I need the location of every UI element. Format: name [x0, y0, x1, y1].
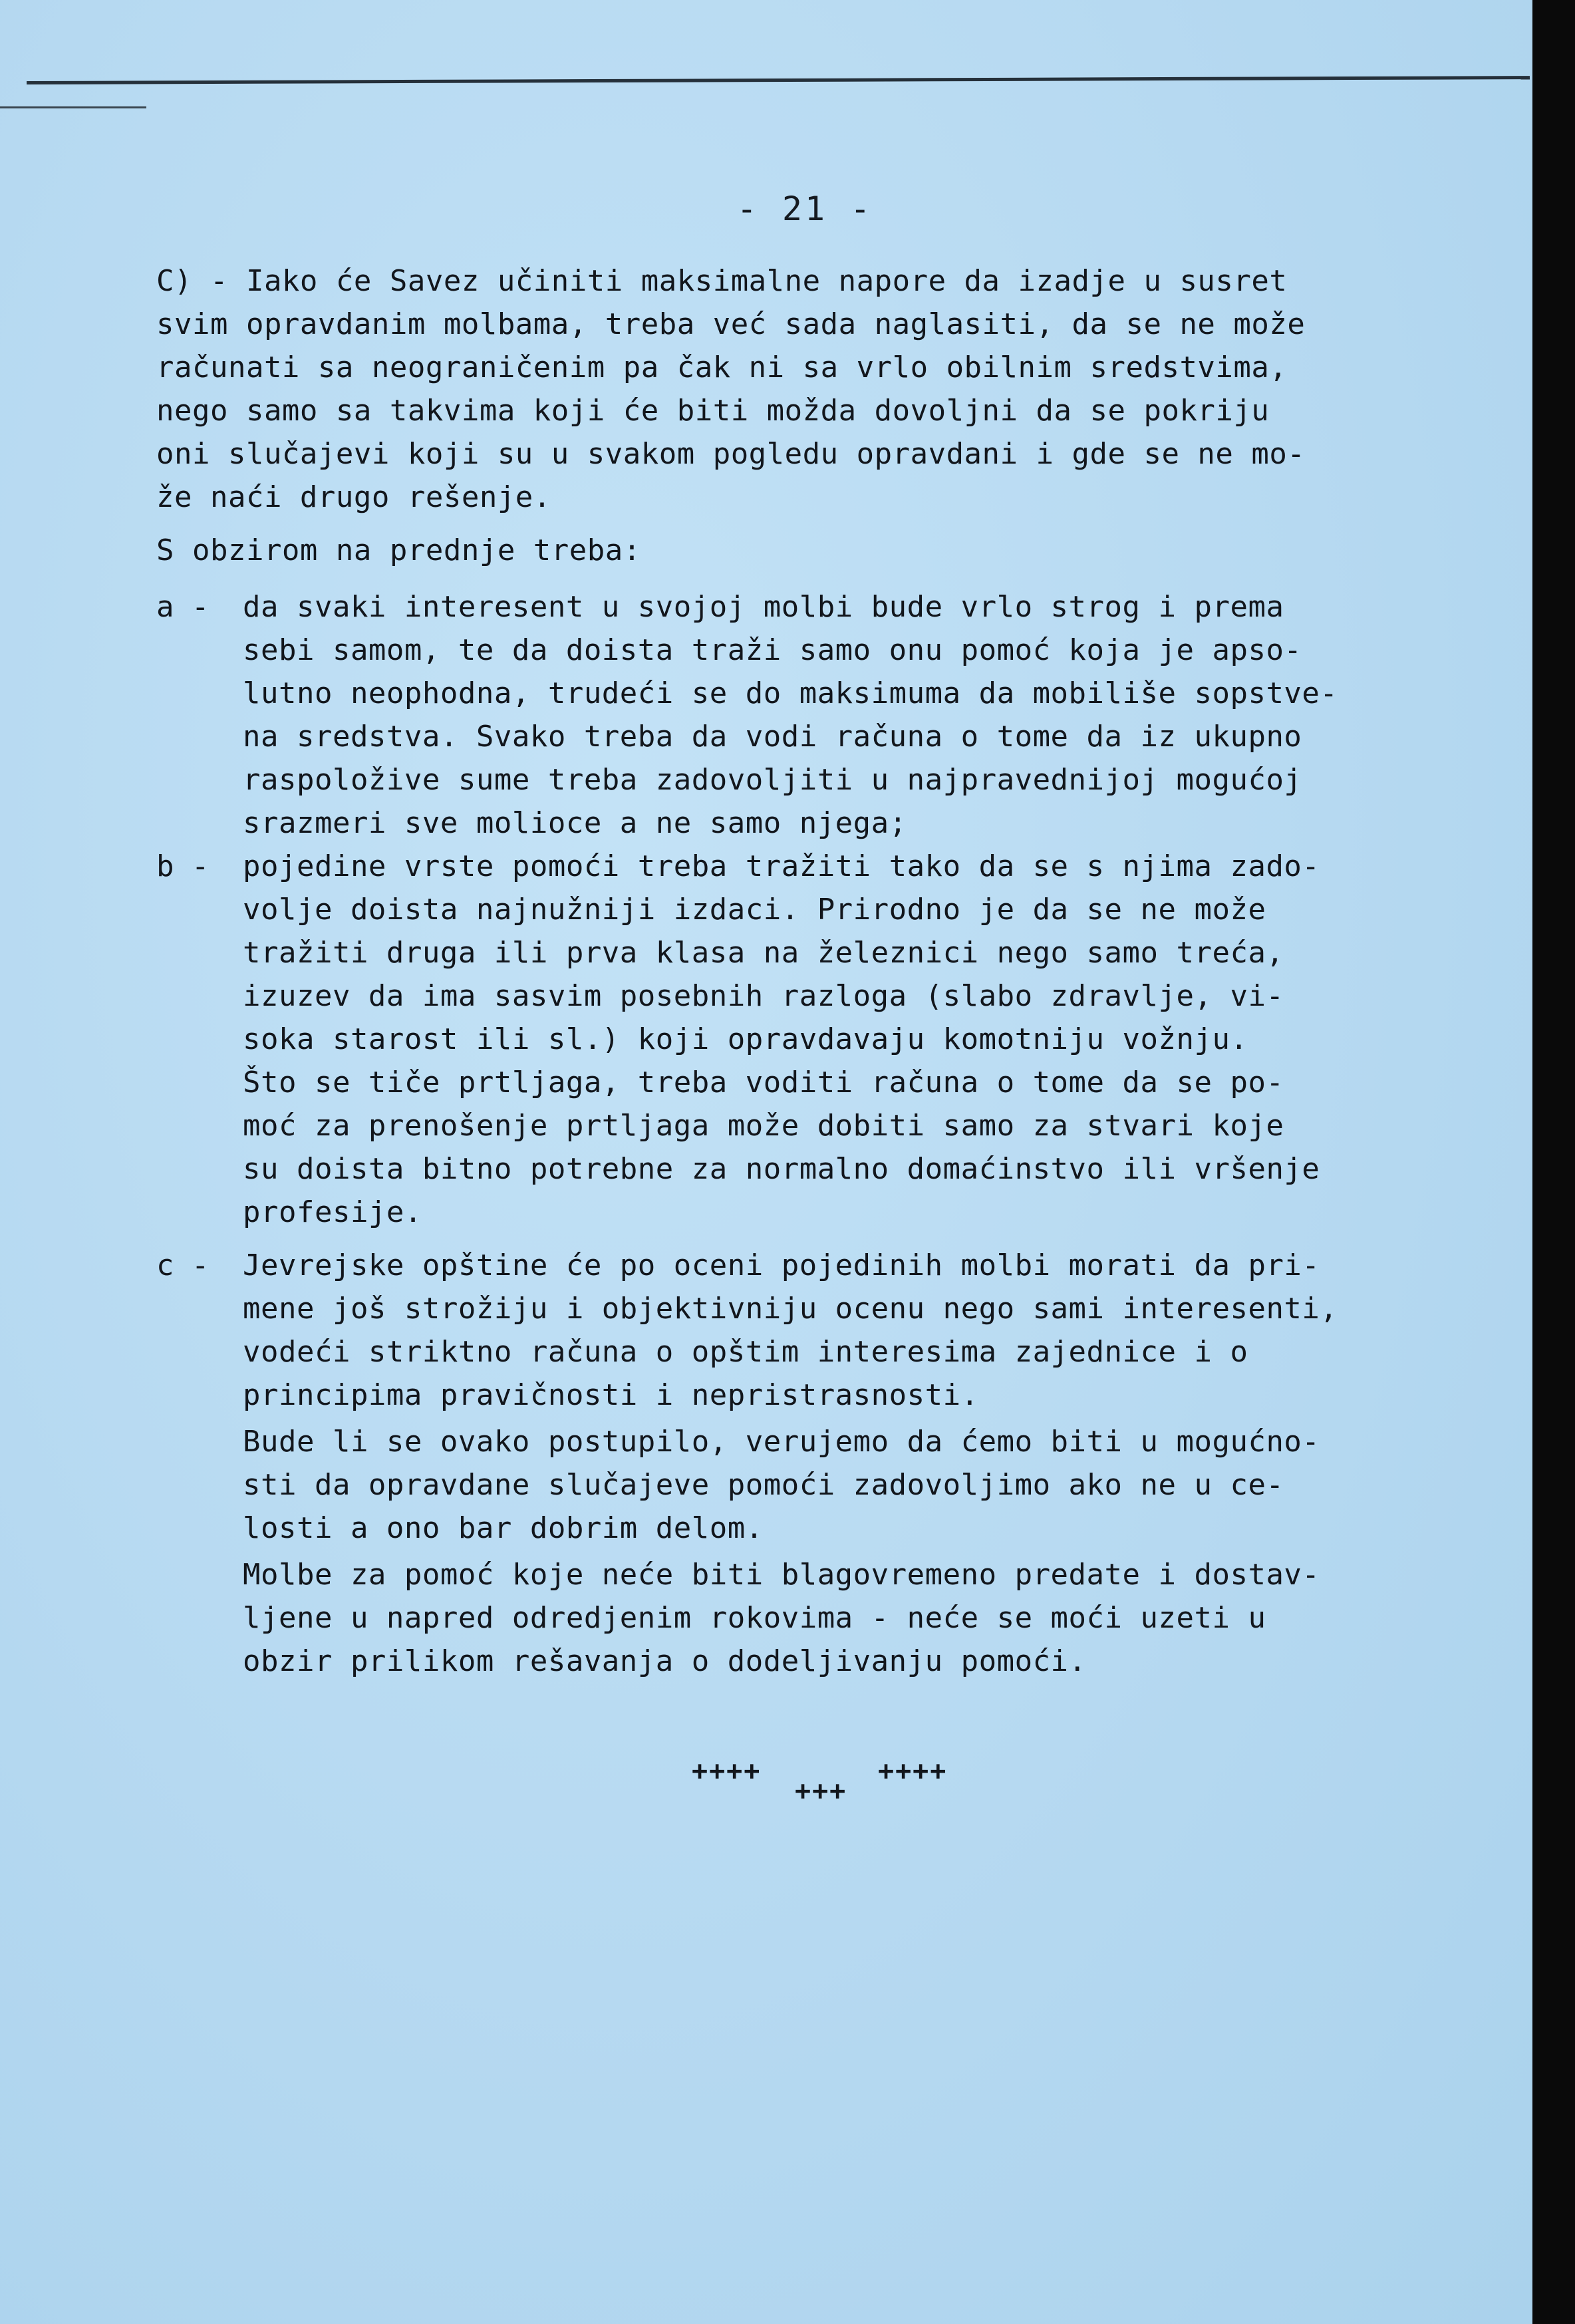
text-line: računati sa neograničenim pa čak ni sa vrlo obilnim sredstvima,: [156, 351, 1288, 384]
ornament-right: ++++: [878, 1756, 948, 1787]
intro-line: [156, 529, 641, 572]
item-a-paragraph: [243, 585, 1338, 845]
text-line: C) - Iako će Savez učiniti maksimalne napore da izadje u susret: [156, 264, 1288, 298]
text-line: losti a ono bar dobrim delom.: [243, 1511, 764, 1545]
text-line: su doista bitno potrebne za normalno domaćinstvo ili vršenje: [243, 1152, 1320, 1186]
text-line: da svaki interesent u svojoj molbi bude vrlo strog i prema: [243, 590, 1284, 624]
text-line: lutno neophodna, trudeći se do maksimuma da mobiliše sopstve-: [243, 676, 1338, 710]
ornament-middle: +++: [795, 1776, 847, 1807]
item-b-paragraph: [243, 845, 1320, 1061]
text-line: raspoložive sume treba zadovoljiti u najpravednijoj mogućoj: [243, 763, 1302, 797]
text-line: sebi samom, te da doista traži samo onu pomoć koja je apso-: [243, 633, 1302, 667]
text-line: Jevrejske opštine će po oceni pojedinih molbi morati da pri-: [243, 1248, 1320, 1282]
text-line: Bude li se ovako postupilo, verujemo da ćemo biti u mogućno-: [243, 1425, 1320, 1459]
text-line: na sredstva. Svako treba da vodi računa o tome da iz ukupno: [243, 720, 1302, 754]
text-line: Što se tiče prtljaga, treba voditi računa o tome da se po-: [243, 1066, 1284, 1099]
item-c-paragraph: [243, 1244, 1338, 1417]
text-line: srazmeri sve molioce a ne samo njega;: [243, 806, 907, 840]
text-line: Molbe za pomoć koje neće biti blagovremeno predate i dostav-: [243, 1558, 1320, 1592]
text-line: S obzirom na prednje treba:: [156, 533, 641, 567]
text-line: svim opravdanim molbama, treba već sada naglasiti, da se ne može: [156, 307, 1306, 341]
text-line: obzir prilikom rešavanja o dodeljivanju pomoći.: [243, 1644, 1087, 1678]
text-line: pojedine vrste pomoći treba tražiti tako da se s njima zado-: [243, 849, 1320, 883]
text-line: volje doista najnužniji izdaci. Prirodno je da se ne može: [243, 893, 1266, 927]
text-line: ljene u napred odredjenim rokovima - neće se moći uzeti u: [243, 1601, 1266, 1635]
item-c-third-paragraph: [243, 1553, 1320, 1683]
text-line: moć za prenošenje prtljaga može dobiti samo za stvari koje: [243, 1109, 1284, 1143]
item-b-marker: b -: [156, 849, 210, 883]
page-number: - 21 -: [736, 190, 873, 228]
text-line: oni slučajevi koji su u svakom pogledu opravdani i gde se ne mo-: [156, 437, 1306, 471]
text-line: principima pravičnosti i nepristrasnosti.: [243, 1378, 979, 1412]
section-c-paragraph: [156, 259, 1305, 519]
text-line: že naći drugo rešenje.: [156, 480, 551, 514]
item-a-marker: a -: [156, 590, 210, 624]
text-line: tražiti druga ili prva klasa na železnici nego samo treća,: [243, 936, 1284, 970]
item-c-second-paragraph: [243, 1420, 1320, 1550]
text-line: izuzev da ima sasvim posebnih razloga (slabo zdravlje, vi-: [243, 979, 1284, 1013]
text-line: vodeći striktno računa o opštim interesima zajednice i o: [243, 1335, 1248, 1369]
scan-border-right: [1532, 0, 1575, 2324]
top-rule: [27, 76, 1530, 84]
top-rule-left-fragment: [0, 106, 146, 108]
ornament-left: ++++: [692, 1756, 762, 1787]
text-line: sti da opravdane slučajeve pomoći zadovoljimo ako ne u ce-: [243, 1468, 1284, 1502]
text-line: mene još strožiju i objektivniju ocenu nego sami interesenti,: [243, 1292, 1338, 1326]
text-line: profesije.: [243, 1195, 422, 1229]
item-c-marker: c -: [156, 1248, 210, 1282]
text-line: soka starost ili sl.) koji opravdavaju komotniju vožnju.: [243, 1022, 1248, 1056]
text-line: nego samo sa takvima koji će biti možda dovoljni da se pokriju: [156, 394, 1270, 428]
item-b-note-paragraph: [243, 1061, 1320, 1234]
